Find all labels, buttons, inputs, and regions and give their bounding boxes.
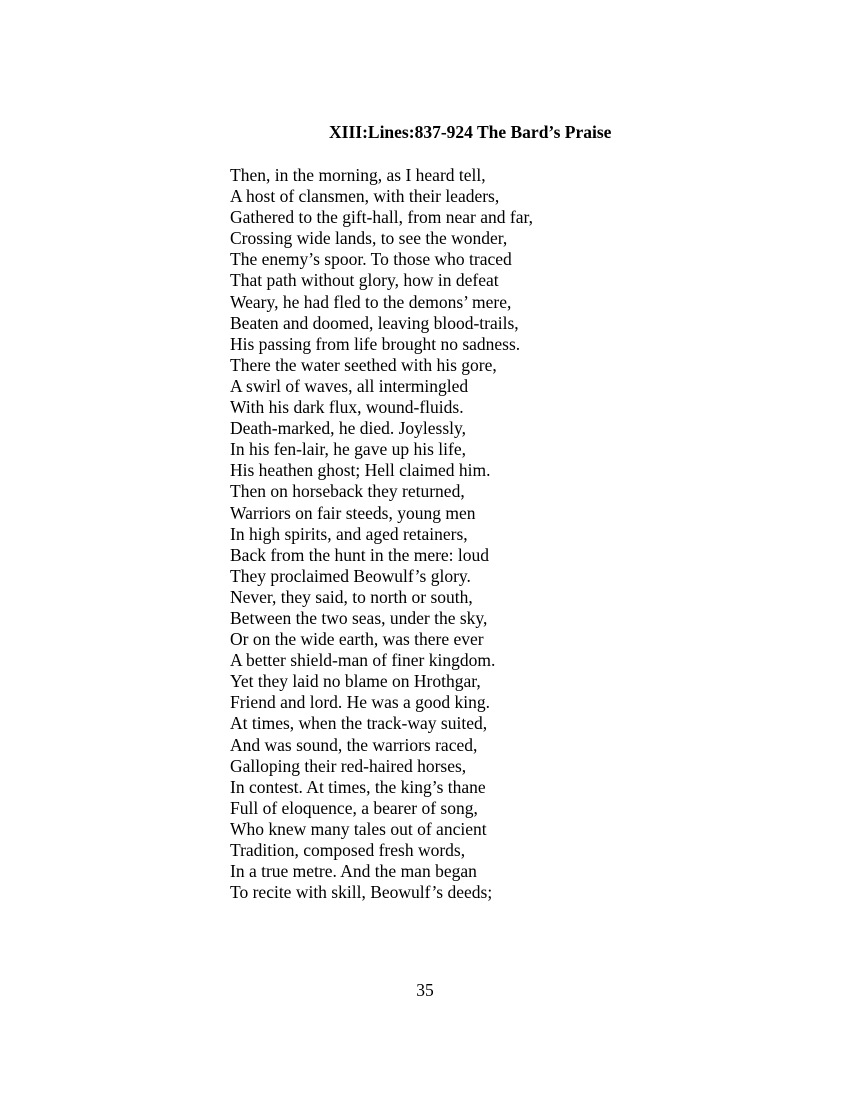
poem-line: A swirl of waves, all intermingled [230, 375, 469, 396]
poem-line: His heathen ghost; Hell claimed him. [230, 460, 491, 481]
poem-line: Weary, he had fled to the demons’ mere, [230, 291, 512, 312]
poem-line: Between the two seas, under the sky, [230, 607, 488, 628]
poem-line: That path without glory, how in defeat [230, 270, 499, 291]
poem-line: To recite with skill, Beowulf’s deeds; [230, 882, 493, 903]
poem-line: Then, in the morning, as I heard tell, [230, 165, 486, 185]
poem-line: A host of clansmen, with their leaders, [230, 186, 500, 207]
poem-line: Friend and lord. He was a good king. [230, 692, 491, 713]
poem-line: In a true metre. And the man began [230, 861, 477, 882]
poem-line: They proclaimed Beowulf’s glory. [230, 565, 471, 586]
poem-line: Warriors on fair steeds, young men [230, 502, 476, 523]
page-number: 35 [416, 980, 434, 1000]
poem-line: Gathered to the gift-hall, from near and far, [230, 207, 533, 228]
poem-line: Galloping their red-haired horses, [230, 755, 467, 776]
poem-line: A better shield-man of finer kingdom. [230, 650, 496, 671]
poem-line: In contest. At times, the king’s thane [230, 776, 486, 797]
poem-line: Yet they laid no blame on Hrothgar, [230, 671, 481, 692]
poem-line: With his dark flux, wound-fluids. [230, 397, 464, 418]
poem-line: In his fen-lair, he gave up his life, [230, 439, 466, 460]
poem-line: Never, they said, to north or south, [230, 586, 473, 607]
poem-line: Tradition, composed fresh words, [230, 840, 466, 860]
poem-line: Crossing wide lands, to see the wonder, [230, 228, 508, 249]
poem-line: The enemy’s spoor. To those who traced [230, 249, 512, 270]
poem-line: At times, when the track-way suited, [230, 713, 488, 734]
poem-line: Full of eloquence, a bearer of song, [230, 797, 478, 818]
poem-line: Death-marked, he died. Joylessly, [230, 418, 467, 439]
poem-text [230, 165, 533, 903]
poem-line: Who knew many tales out of ancient [230, 818, 487, 839]
poem-line: And was sound, the warriors raced, [230, 734, 478, 755]
poem-line: Then on horseback they returned, [230, 481, 465, 502]
poem-line: In high spirits, and aged retainers, [230, 523, 468, 544]
poem-line: Beaten and doomed, leaving blood-trails, [230, 312, 519, 333]
poem-line: Or on the wide earth, was there ever [230, 629, 484, 650]
poem-line: His passing from life brought no sadness. [230, 333, 521, 354]
section-heading: XIII:Lines:837-924 The Bard’s Praise [329, 122, 612, 142]
poem-line: Back from the hunt in the mere: loud [230, 544, 490, 565]
poem-line: There the water seethed with his gore, [230, 354, 497, 375]
